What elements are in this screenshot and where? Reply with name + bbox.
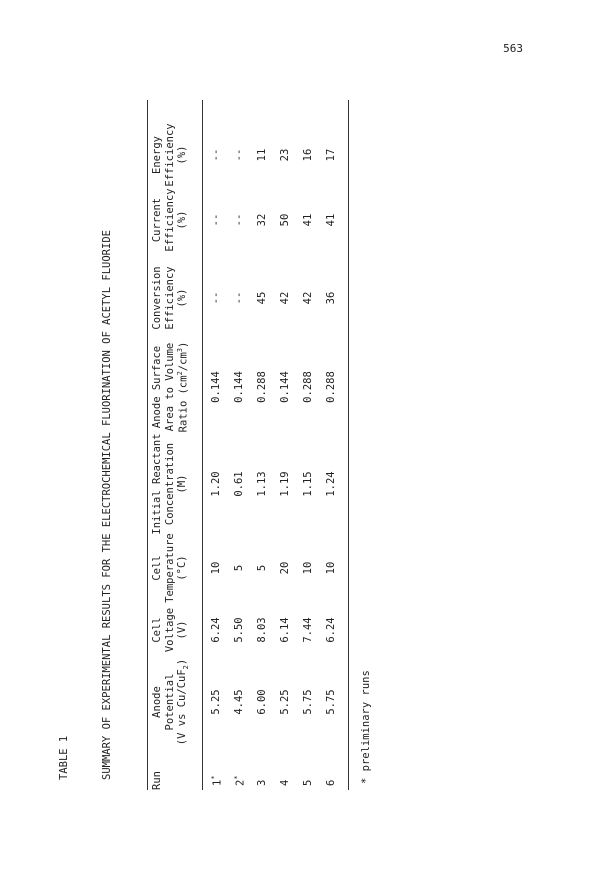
column-header-line: Current bbox=[151, 197, 163, 243]
table-cell-concentration: 1.24 bbox=[325, 471, 337, 497]
table-cell-potential: 5.25 bbox=[279, 689, 291, 715]
table-cell-current: 41 bbox=[302, 213, 314, 227]
table-cell-temperature: 5 bbox=[233, 564, 245, 572]
table-header-rule bbox=[202, 100, 203, 790]
table-cell-potential: 5.75 bbox=[302, 689, 314, 715]
table-cell-energy: 23 bbox=[279, 148, 291, 162]
column-header-line: Voltage bbox=[163, 607, 176, 653]
table-cell-current: -- bbox=[233, 213, 245, 227]
table-cell-energy: 16 bbox=[302, 148, 314, 162]
table-cell-conversion: -- bbox=[233, 291, 245, 305]
table-cell-concentration: 0.61 bbox=[233, 471, 245, 497]
table-cell-potential: 4.45 bbox=[233, 689, 245, 715]
table-cell-run: 5 bbox=[302, 779, 314, 786]
table-cell-run: 3 bbox=[256, 779, 268, 786]
table-cell-voltage: 6.14 bbox=[279, 617, 291, 643]
table-cell-temperature: 10 bbox=[302, 561, 314, 575]
column-header bbox=[151, 95, 189, 215]
column-header-line: Conversion bbox=[151, 266, 163, 330]
table-cell-run: 4 bbox=[279, 779, 291, 786]
table-cell-ratio: 0.288 bbox=[325, 371, 337, 403]
column-header-line: Potential bbox=[163, 673, 176, 731]
table-cell-conversion: -- bbox=[210, 291, 222, 305]
column-header-line: Anode bbox=[151, 686, 163, 718]
table-cell-temperature: 10 bbox=[325, 561, 337, 575]
table-cell-conversion: 42 bbox=[302, 291, 314, 305]
footnote: * preliminary runs bbox=[360, 670, 372, 784]
table-cell-energy: -- bbox=[233, 148, 245, 162]
table-cell-current: 32 bbox=[256, 213, 268, 227]
table-bottom-rule bbox=[348, 100, 349, 790]
column-header-line: Cell bbox=[151, 617, 163, 643]
column-header-line: Run bbox=[151, 771, 163, 790]
column-header-line: (%) bbox=[176, 145, 189, 165]
column-header-line: Cell bbox=[151, 555, 163, 581]
table-cell-concentration: 1.20 bbox=[210, 471, 222, 497]
table-top-rule bbox=[147, 100, 148, 790]
column-header-line: Area to Volume bbox=[163, 342, 176, 432]
table-cell-potential: 5.75 bbox=[325, 689, 337, 715]
table-cell-concentration: 1.13 bbox=[256, 471, 268, 497]
column-header-line: Efficiency bbox=[163, 266, 176, 330]
table-cell-conversion: 45 bbox=[256, 291, 268, 305]
column-header-line: Anode Surface bbox=[151, 345, 163, 429]
column-header-line: Efficiency bbox=[163, 123, 176, 187]
column-header-line: Efficiency bbox=[163, 188, 176, 252]
table-cell-current: 50 bbox=[279, 213, 291, 227]
table-cell-energy: 11 bbox=[256, 148, 268, 162]
column-header-line: (V) bbox=[176, 620, 189, 640]
table-cell-conversion: 42 bbox=[279, 291, 291, 305]
column-header-line: (%) bbox=[176, 288, 189, 308]
table-title: SUMMARY OF EXPERIMENTAL RESULTS FOR THE ELECTROCHEMICAL FLUORINATION OF ACETYL FLUORIDE bbox=[101, 230, 113, 780]
table-cell-run: 1* bbox=[210, 775, 224, 786]
column-header-line: (M) bbox=[176, 474, 189, 494]
table-cell-voltage: 7.44 bbox=[302, 617, 314, 643]
table-cell-ratio: 0.144 bbox=[279, 371, 291, 403]
column-header-line: Initial Reactant bbox=[151, 433, 163, 535]
table-cell-temperature: 10 bbox=[210, 561, 222, 575]
table-cell-voltage: 6.24 bbox=[325, 617, 337, 643]
table-cell-voltage: 5.50 bbox=[233, 617, 245, 643]
column-header-line: (V vs Cu/CuF$_2$) bbox=[176, 658, 191, 746]
table-cell-current: -- bbox=[210, 213, 222, 227]
table-cell-current: 41 bbox=[325, 213, 337, 227]
table-cell-ratio: 0.144 bbox=[233, 371, 245, 403]
table-label: TABLE 1 bbox=[58, 735, 70, 780]
table-cell-conversion: 36 bbox=[325, 291, 337, 305]
table-cell-energy: -- bbox=[210, 148, 222, 162]
table-cell-concentration: 1.15 bbox=[302, 471, 314, 497]
table-cell-run: 2* bbox=[233, 775, 247, 786]
table-cell-run: 6 bbox=[325, 779, 337, 786]
column-header-line: (%) bbox=[176, 210, 189, 230]
table-cell-ratio: 0.144 bbox=[210, 371, 222, 403]
table-cell-voltage: 8.03 bbox=[256, 617, 268, 643]
table-cell-energy: 17 bbox=[325, 148, 337, 162]
column-header-line: Energy bbox=[151, 136, 163, 174]
column-header-line: Ratio $(cm^2/cm^3)$ bbox=[176, 341, 190, 433]
column-header-line: (°C) bbox=[176, 555, 189, 581]
table-cell-temperature: 5 bbox=[256, 564, 268, 572]
rotated-table-block bbox=[58, 80, 388, 790]
table-cell-potential: 5.25 bbox=[210, 689, 222, 715]
table-cell-potential: 6.00 bbox=[256, 689, 268, 715]
column-header-line: Temperature bbox=[163, 533, 176, 603]
table-cell-temperature: 20 bbox=[279, 561, 291, 575]
table-cell-ratio: 0.288 bbox=[256, 371, 268, 403]
page-number: 563 bbox=[503, 42, 523, 55]
table-cell-ratio: 0.288 bbox=[302, 371, 314, 403]
table-cell-voltage: 6.24 bbox=[210, 617, 222, 643]
column-header-line: Concentration bbox=[163, 442, 176, 526]
table-cell-concentration: 1.19 bbox=[279, 471, 291, 497]
